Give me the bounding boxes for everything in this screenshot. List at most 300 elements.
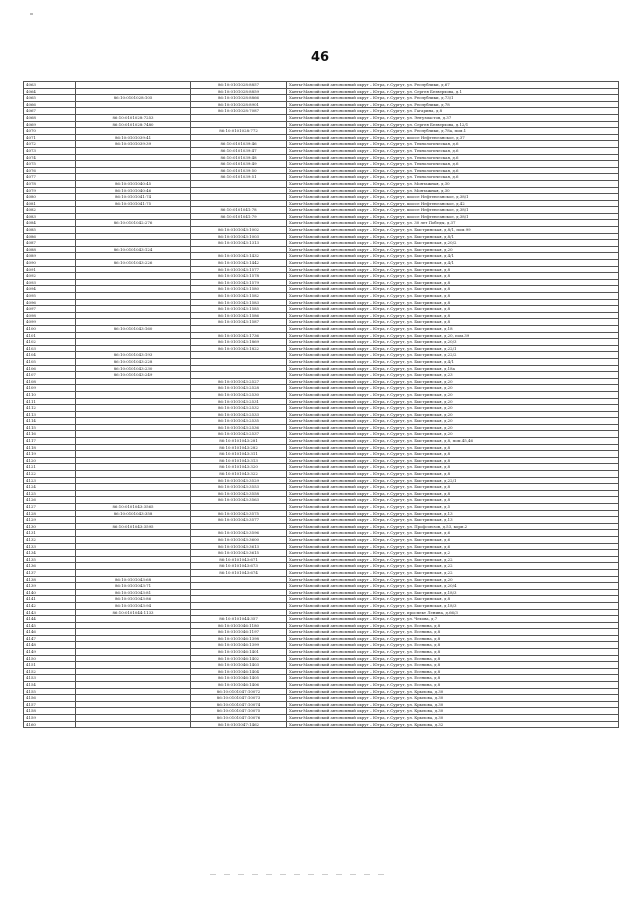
row-number-cell: 4116 xyxy=(24,431,76,438)
table-row xyxy=(24,101,619,108)
row-number-cell: 4121 xyxy=(24,464,76,471)
previous-cadastral-number-cell xyxy=(76,332,191,339)
table-row xyxy=(24,88,619,95)
cadastral-number-cell: 86:10:0101043:1432 xyxy=(191,253,287,260)
row-number-cell: 4102 xyxy=(24,339,76,346)
table-row xyxy=(24,253,619,260)
row-number-cell: 4145 xyxy=(24,622,76,629)
cadastral-number-cell xyxy=(191,220,287,227)
previous-cadastral-number-cell xyxy=(76,207,191,214)
previous-cadastral-number-cell xyxy=(76,227,191,234)
previous-cadastral-number-cell xyxy=(76,536,191,543)
cadastral-number-cell: 86:10:0101047:10075 xyxy=(191,708,287,715)
previous-cadastral-number-cell xyxy=(76,444,191,451)
address-cell: Ханты-Мансийский автономный округ – Югра, г.Сургут, ул. Быстринская, д.8 xyxy=(287,319,619,326)
table-row xyxy=(24,246,619,253)
cadastral-number-cell: 86:10:0101043:674 xyxy=(191,569,287,576)
row-number-cell: 4065 xyxy=(24,95,76,102)
row-number-cell: 4153 xyxy=(24,675,76,682)
cadastral-number-cell xyxy=(191,504,287,511)
row-number-cell: 4092 xyxy=(24,273,76,280)
address-cell: Ханты-Мансийский автономный округ – Югра, г.Сургут, шоссе Нефтеюганское, д.38/1 xyxy=(287,207,619,214)
previous-cadastral-number-cell xyxy=(76,431,191,438)
table-row xyxy=(24,477,619,484)
address-cell: Ханты-Мансийский автономный округ – Югра, г.Сургут, ул. Республики, д.67 xyxy=(287,82,619,89)
previous-cadastral-number-cell xyxy=(76,253,191,260)
previous-cadastral-number-cell xyxy=(76,154,191,161)
row-number-cell: 4156 xyxy=(24,695,76,702)
row-number-cell: 4133 xyxy=(24,543,76,550)
row-number-cell: 4126 xyxy=(24,497,76,504)
cadastral-number-cell: 86:10:0101043:3553 xyxy=(191,484,287,491)
cadastral-number-cell: 86:10:0101028:8859 xyxy=(191,88,287,95)
previous-cadastral-number-cell xyxy=(76,108,191,115)
previous-cadastral-number-cell xyxy=(76,240,191,247)
table-row xyxy=(24,490,619,497)
address-cell: Ханты-Мансийский автономный округ – Югра, г.Сургут, ул. Технологическая, д.6 xyxy=(287,174,619,181)
cadastral-number-cell: 86:10:0101046:1398 xyxy=(191,635,287,642)
row-number-cell: 4136 xyxy=(24,563,76,570)
cadastral-number-cell: 86:10:0101044:357 xyxy=(191,616,287,623)
table-row xyxy=(24,682,619,689)
cadastral-number-cell: 86:10:0101043:1002 xyxy=(191,227,287,234)
cadastral-number-cell: 86:10:0101043:282 xyxy=(191,444,287,451)
cadastral-number-cell: 86:10:0101043:3577 xyxy=(191,517,287,524)
table-row xyxy=(24,576,619,583)
row-number-cell: 4143 xyxy=(24,609,76,616)
cadastral-number-cell: 86:10:0101043:1442 xyxy=(191,260,287,267)
row-number-cell: 4083 xyxy=(24,213,76,220)
row-number-cell: 4084 xyxy=(24,220,76,227)
row-number-cell: 4128 xyxy=(24,510,76,517)
row-number-cell: 4072 xyxy=(24,141,76,148)
table-row xyxy=(24,398,619,405)
previous-cadastral-number-cell: 86:10:0101039:39 xyxy=(76,141,191,148)
previous-cadastral-number-cell xyxy=(76,438,191,445)
table-body xyxy=(24,82,619,728)
cadastral-number-cell: 86:10:0101046:1404 xyxy=(191,668,287,675)
previous-cadastral-number-cell xyxy=(76,161,191,168)
previous-cadastral-number-cell xyxy=(76,484,191,491)
address-cell: Ханты-Мансийский автономный округ – Югра, г.Сургут, ул. Монтажная, д.30 xyxy=(287,187,619,194)
previous-cadastral-number-cell: 86:10:0101043:358 xyxy=(76,510,191,517)
address-cell: Ханты-Мансийский автономный округ – Югра, г.Сургут, ул. Быстринская, д.20 xyxy=(287,411,619,418)
previous-cadastral-number-cell: 86:10:0101043:249 xyxy=(76,372,191,379)
address-cell: Ханты-Мансийский автономный округ – Югра, г.Сургут, ул. Гагарина, д.8 xyxy=(287,108,619,115)
address-cell: Ханты-Мансийский автономный округ – Югра, г.Сургут, ул. Быстринская, д.20/4 xyxy=(287,583,619,590)
previous-cadastral-number-cell: 86:10:0101043:160 xyxy=(76,325,191,332)
table-row xyxy=(24,220,619,227)
previous-cadastral-number-cell xyxy=(76,556,191,563)
cadastral-number-cell xyxy=(191,187,287,194)
table-row xyxy=(24,655,619,662)
row-number-cell: 4066 xyxy=(24,101,76,108)
address-cell: Ханты-Мансийский автономный округ – Югра, г.Сургут, ул. Есенина, д.8 xyxy=(287,642,619,649)
cadastral-number-cell: 86:10:0101043:1578 xyxy=(191,273,287,280)
previous-cadastral-number-cell xyxy=(76,708,191,715)
table-row xyxy=(24,319,619,326)
previous-cadastral-number-cell xyxy=(76,293,191,300)
address-cell: Ханты-Мансийский автономный округ – Югра, г.Сургут, ул. Крылова, д.32 xyxy=(287,721,619,728)
cadastral-number-cell: 86:10:0101041:79 xyxy=(191,213,287,220)
previous-cadastral-number-cell xyxy=(76,233,191,240)
cadastral-number-cell: 86:10:0101043:1587 xyxy=(191,319,287,326)
previous-cadastral-number-cell xyxy=(76,398,191,405)
address-cell: Ханты-Мансийский автономный округ – Югра, г.Сургут, ул. Технологическая, д.6 xyxy=(287,147,619,154)
previous-cadastral-number-cell xyxy=(76,688,191,695)
cadastral-register-table xyxy=(23,81,619,728)
row-number-cell: 4114 xyxy=(24,418,76,425)
address-cell: Ханты-Мансийский автономный округ – Югра, г.Сургут, ул. Быстринская, д.18а xyxy=(287,365,619,372)
address-cell: Ханты-Мансийский автономный округ – Югра, г.Сургут, ул. Технологическая, д.6 xyxy=(287,141,619,148)
previous-cadastral-number-cell xyxy=(76,88,191,95)
address-cell: Ханты-Мансийский автономный округ – Югра, г.Сургут, ул. Быстринская, д.18/3 xyxy=(287,602,619,609)
table-row xyxy=(24,543,619,550)
row-number-cell: 4091 xyxy=(24,266,76,273)
address-cell: Ханты-Мансийский автономный округ – Югра, г.Сургут, ул. Есенина, д.8 xyxy=(287,622,619,629)
row-number-cell: 4101 xyxy=(24,332,76,339)
previous-cadastral-number-cell: 86:10:0101044:1133 xyxy=(76,609,191,616)
address-cell: Ханты-Мансийский автономный округ – Югра, г.Сургут, ул. Есенина, д.8 xyxy=(287,662,619,669)
previous-cadastral-number-cell xyxy=(76,378,191,385)
row-number-cell: 4068 xyxy=(24,114,76,121)
cadastral-number-cell: 86:10:0101028:8901 xyxy=(191,101,287,108)
table-row xyxy=(24,589,619,596)
table-row xyxy=(24,642,619,649)
row-number-cell: 4123 xyxy=(24,477,76,484)
address-cell: Ханты-Мансийский автономный округ – Югра, г.Сургут, ул. Быстринская, д.23 xyxy=(287,372,619,379)
table-row xyxy=(24,385,619,392)
address-cell: Ханты-Мансийский автономный округ – Югра, г.Сургут, ул. Крылова, д.30 xyxy=(287,695,619,702)
table-row xyxy=(24,154,619,161)
table-row xyxy=(24,372,619,379)
address-cell: Ханты-Мансийский автономный округ – Югра, г.Сургут, ул. Сергея Безверхова, д.1 xyxy=(287,88,619,95)
address-cell: Ханты-Мансийский автономный округ – Югра, г.Сургут, ул. Быстринская, д.18 xyxy=(287,325,619,332)
previous-cadastral-number-cell xyxy=(76,167,191,174)
previous-cadastral-number-cell xyxy=(76,517,191,524)
table-row xyxy=(24,266,619,273)
row-number-cell: 4067 xyxy=(24,108,76,115)
table-row xyxy=(24,563,619,570)
table-row xyxy=(24,352,619,359)
cadastral-number-cell: 86:10:0101039:49 xyxy=(191,161,287,168)
table-row xyxy=(24,662,619,669)
cadastral-number-cell: 86:10:0101039:50 xyxy=(191,167,287,174)
cadastral-number-cell xyxy=(191,583,287,590)
row-number-cell: 4096 xyxy=(24,299,76,306)
page-number: 46 xyxy=(310,50,330,65)
address-cell: Ханты-Мансийский автономный округ – Югра, г.Сургут, ул. Чехова, д.7 xyxy=(287,616,619,623)
cadastral-number-cell: 86:10:0101043:2530 xyxy=(191,391,287,398)
table-row xyxy=(24,358,619,365)
previous-cadastral-number-cell xyxy=(76,82,191,89)
address-cell: Ханты-Мансийский автономный округ – Югра, г.Сургут, ул. Быстринская, д.20 xyxy=(287,431,619,438)
address-cell: Ханты-Мансийский автономный округ – Югра, г.Сургут, ул. Быстринская, д.22 xyxy=(287,556,619,563)
cadastral-number-cell xyxy=(191,246,287,253)
cadastral-number-cell: 86:10:0101043:3558 xyxy=(191,490,287,497)
row-number-cell: 4088 xyxy=(24,246,76,253)
cadastral-number-cell: 86:10:0101043:1585 xyxy=(191,306,287,313)
previous-cadastral-number-cell xyxy=(76,649,191,656)
cadastral-number-cell: 86:10:0101043:2532 xyxy=(191,405,287,412)
row-number-cell: 4115 xyxy=(24,424,76,431)
previous-cadastral-number-cell xyxy=(76,675,191,682)
cadastral-number-cell: 86:10:0101043:1736 xyxy=(191,332,287,339)
table-row xyxy=(24,431,619,438)
address-cell: Ханты-Мансийский автономный округ – Югра, г.Сургут, ул. Быстринская, д.8 xyxy=(287,286,619,293)
address-cell: Ханты-Мансийский автономный округ – Югра, г.Сургут, ул. Быстринская, д.8 xyxy=(287,497,619,504)
address-cell: Ханты-Мансийский автономный округ – Югра, г.Сургут, ул. Монтажная, д.30 xyxy=(287,180,619,187)
address-cell: Ханты-Мансийский автономный округ – Югра, г.Сургут, ул. Крылова, д.30 xyxy=(287,701,619,708)
address-cell: Ханты-Мансийский автономный округ – Югра, г.Сургут, ул. Быстринская, д.20/2 xyxy=(287,240,619,247)
row-number-cell: 4080 xyxy=(24,194,76,201)
address-cell: Ханты-Мансийский автономный округ – Югра, г.Сургут, ул. Республики, д.78а, пом.1 xyxy=(287,128,619,135)
previous-cadastral-number-cell: 86:10:0101043:71 xyxy=(76,583,191,590)
previous-cadastral-number-cell xyxy=(76,530,191,537)
row-number-cell: 4108 xyxy=(24,378,76,385)
previous-cadastral-number-cell xyxy=(76,464,191,471)
previous-cadastral-number-cell xyxy=(76,721,191,728)
previous-cadastral-number-cell xyxy=(76,715,191,722)
address-cell: Ханты-Мансийский автономный округ – Югра, г.Сургут, ул. Быстринская, д.20 xyxy=(287,424,619,431)
table-row xyxy=(24,174,619,181)
previous-cadastral-number-cell: 86:10:0101041:75 xyxy=(76,200,191,207)
cadastral-number-cell xyxy=(191,358,287,365)
table-row xyxy=(24,517,619,524)
cadastral-number-cell: 86:10:0101046:1180 xyxy=(191,622,287,629)
table-row xyxy=(24,649,619,656)
scan-artifact-line xyxy=(210,874,390,875)
scan-speck xyxy=(30,13,33,15)
address-cell: Ханты-Мансийский автономный округ – Югра, г.Сургут, ул. Быстринская, д.22 xyxy=(287,569,619,576)
cadastral-number-cell xyxy=(191,352,287,359)
previous-cadastral-number-cell xyxy=(76,622,191,629)
row-number-cell: 4132 xyxy=(24,536,76,543)
row-number-cell: 4103 xyxy=(24,345,76,352)
address-cell: Ханты-Мансийский автономный округ – Югра, г.Сургут, ул. Быстринская, д.20 xyxy=(287,246,619,253)
previous-cadastral-number-cell: 86:10:0101043:124 xyxy=(76,246,191,253)
table-row xyxy=(24,378,619,385)
table-row xyxy=(24,523,619,530)
address-cell: Ханты-Мансийский автономный округ – Югра, г.Сургут, ул. Быстринская, д.20 xyxy=(287,385,619,392)
table-row xyxy=(24,279,619,286)
table-row xyxy=(24,227,619,234)
row-number-cell: 4130 xyxy=(24,523,76,530)
address-cell: Ханты-Мансийский автономный округ – Югра, г.Сургут, ул. Быстринская, д.8 xyxy=(287,484,619,491)
table-row xyxy=(24,293,619,300)
row-number-cell: 4160 xyxy=(24,721,76,728)
row-number-cell: 4098 xyxy=(24,312,76,319)
address-cell: Ханты-Мансийский автономный округ – Югра, г.Сургут, ул. Быстринская, д.22/1 xyxy=(287,345,619,352)
address-cell: Ханты-Мансийский автономный округ – Югра, г.Сургут, ул. Республики, д.73/1 xyxy=(287,95,619,102)
row-number-cell: 4069 xyxy=(24,121,76,128)
table-row xyxy=(24,134,619,141)
previous-cadastral-number-cell xyxy=(76,101,191,108)
cadastral-number-cell: 86:10:0101043:2537 xyxy=(191,431,287,438)
table-row xyxy=(24,708,619,715)
previous-cadastral-number-cell xyxy=(76,616,191,623)
row-number-cell: 4097 xyxy=(24,306,76,313)
previous-cadastral-number-cell: 86:10:0101043:68 xyxy=(76,576,191,583)
cadastral-number-cell: 86:10:0101043:3529 xyxy=(191,477,287,484)
cadastral-number-cell: 86:10:0101043:673 xyxy=(191,563,287,570)
cadastral-number-cell: 86:10:0101046:1406 xyxy=(191,682,287,689)
row-number-cell: 4063 xyxy=(24,82,76,89)
address-cell: Ханты-Мансийский автономный округ – Югра, г.Сургут, ул. Быстринская, д.8 xyxy=(287,471,619,478)
cadastral-number-cell: 86:10:0101039:46 xyxy=(191,141,287,148)
table-row xyxy=(24,200,619,207)
previous-cadastral-number-cell: 86:10:0101043:228 xyxy=(76,358,191,365)
cadastral-number-cell xyxy=(191,609,287,616)
table-row xyxy=(24,484,619,491)
previous-cadastral-number-cell: 86:10:0101028:7253 xyxy=(76,114,191,121)
address-cell: Ханты-Мансийский автономный округ – Югра, г.Сургут, ул. Быстринская, д.8 xyxy=(287,266,619,273)
table-row xyxy=(24,233,619,240)
row-number-cell: 4113 xyxy=(24,411,76,418)
cadastral-number-cell xyxy=(191,121,287,128)
cadastral-number-cell: 86:10:0101046:1403 xyxy=(191,662,287,669)
previous-cadastral-number-cell xyxy=(76,266,191,273)
table-row xyxy=(24,167,619,174)
address-cell: Ханты-Мансийский автономный округ – Югра, г.Сургут, ул. Быстринская, д.8 xyxy=(287,444,619,451)
row-number-cell: 4122 xyxy=(24,471,76,478)
table-row xyxy=(24,701,619,708)
row-number-cell: 4135 xyxy=(24,556,76,563)
address-cell: Ханты-Мансийский автономный округ – Югра, г.Сургут, ул. Быстринская, д.20 xyxy=(287,576,619,583)
table-row xyxy=(24,332,619,339)
cadastral-number-cell: 86:10:0101043:1577 xyxy=(191,266,287,273)
table-row xyxy=(24,114,619,121)
previous-cadastral-number-cell xyxy=(76,563,191,570)
cadastral-number-cell: 86:10:0101043:2527 xyxy=(191,378,287,385)
row-number-cell: 4105 xyxy=(24,358,76,365)
address-cell: Ханты-Мансийский автономный округ – Югра, г.Сургут, ул. Быстринская, д.6 xyxy=(287,543,619,550)
cadastral-number-cell: 86:10:0101043:3600 xyxy=(191,536,287,543)
table-row xyxy=(24,536,619,543)
row-number-cell: 4109 xyxy=(24,385,76,392)
table-row xyxy=(24,530,619,537)
address-cell: Ханты-Мансийский автономный округ – Югра, г.Сургут, ул. Быстринская, д.2 xyxy=(287,550,619,557)
cadastral-number-cell: 86:10:0101028:772 xyxy=(191,128,287,135)
cadastral-number-cell xyxy=(191,134,287,141)
row-number-cell: 4120 xyxy=(24,457,76,464)
previous-cadastral-number-cell: 86:10:0101039:41 xyxy=(76,134,191,141)
row-number-cell: 4134 xyxy=(24,550,76,557)
previous-cadastral-number-cell xyxy=(76,273,191,280)
cadastral-number-cell: 86:10:0101047:10076 xyxy=(191,715,287,722)
row-number-cell: 4104 xyxy=(24,352,76,359)
cadastral-number-cell: 86:10:0101043:2531 xyxy=(191,398,287,405)
cadastral-number-cell: 86:10:0101047:10073 xyxy=(191,695,287,702)
cadastral-number-cell: 86:10:0101043:1003 xyxy=(191,233,287,240)
previous-cadastral-number-cell xyxy=(76,424,191,431)
table-row xyxy=(24,688,619,695)
previous-cadastral-number-cell xyxy=(76,411,191,418)
table-row xyxy=(24,510,619,517)
address-cell: Ханты-Мансийский автономный округ – Югра, г.Сургут, ул. Быстринская, д.8 xyxy=(287,451,619,458)
row-number-cell: 4089 xyxy=(24,253,76,260)
address-cell: Ханты-Мансийский автономный округ – Югра, г.Сургут, ул. Быстринская, д.18/3 xyxy=(287,589,619,596)
cadastral-number-cell: 86:10:0101043:313 xyxy=(191,457,287,464)
cadastral-number-cell xyxy=(191,523,287,530)
previous-cadastral-number-cell xyxy=(76,147,191,154)
table-row xyxy=(24,457,619,464)
cadastral-number-cell: 86:10:0101043:1822 xyxy=(191,345,287,352)
address-cell: Ханты-Мансийский автономный округ – Югра, г.Сургут, ул. Быстринская, д.8 xyxy=(287,273,619,280)
table-row xyxy=(24,147,619,154)
cadastral-number-cell: 86:10:0101043:1869 xyxy=(191,339,287,346)
address-cell: Ханты-Мансийский автономный округ – Югра, г.Сургут, ул. Быстринская, д.13 xyxy=(287,510,619,517)
table-row xyxy=(24,602,619,609)
row-number-cell: 4150 xyxy=(24,655,76,662)
table-row xyxy=(24,596,619,603)
address-cell: Ханты-Мансийский автономный округ – Югра, г.Сургут, ул. Крылова, д.30 xyxy=(287,708,619,715)
cadastral-number-cell xyxy=(191,372,287,379)
cadastral-number-cell: 86:10:0101046:1401 xyxy=(191,649,287,656)
row-number-cell: 4112 xyxy=(24,405,76,412)
address-cell: Ханты-Мансийский автономный округ – Югра, г.Сургут, ул. Быстринская, д.8 xyxy=(287,299,619,306)
row-number-cell: 4127 xyxy=(24,504,76,511)
previous-cadastral-number-cell xyxy=(76,642,191,649)
table-row xyxy=(24,675,619,682)
previous-cadastral-number-cell xyxy=(76,286,191,293)
table-row xyxy=(24,635,619,642)
previous-cadastral-number-cell xyxy=(76,299,191,306)
cadastral-number-cell: 86:10:0101028:7087 xyxy=(191,108,287,115)
table-row xyxy=(24,411,619,418)
previous-cadastral-number-cell xyxy=(76,477,191,484)
cadastral-number-cell: 86:10:0101039:47 xyxy=(191,147,287,154)
address-cell: Ханты-Мансийский автономный округ – Югра, г.Сургут, ул. Быстринская, д.13 xyxy=(287,517,619,524)
cadastral-number-cell: 86:10:0101046:1402 xyxy=(191,655,287,662)
row-number-cell: 4085 xyxy=(24,227,76,234)
table-row xyxy=(24,391,619,398)
row-number-cell: 4064 xyxy=(24,88,76,95)
address-cell: Ханты-Мансийский автономный округ – Югра, г.Сургут, ул. Быстринская, д.8 xyxy=(287,490,619,497)
address-cell: Ханты-Мансийский автономный округ – Югра, г.Сургут, ул. Быстринская, д.6 xyxy=(287,536,619,543)
cadastral-number-cell: 86:10:0101028:8857 xyxy=(191,82,287,89)
table-row xyxy=(24,260,619,267)
previous-cadastral-number-cell: 86:10:0101040:45 xyxy=(76,180,191,187)
table-row xyxy=(24,121,619,128)
row-number-cell: 4147 xyxy=(24,635,76,642)
cadastral-number-cell: 86:10:0101043:2533 xyxy=(191,411,287,418)
row-number-cell: 4152 xyxy=(24,668,76,675)
row-number-cell: 4099 xyxy=(24,319,76,326)
address-cell: Ханты-Мансийский автономный округ – Югра, г.Сургут, шоссе Нефтеюганское, д.42 xyxy=(287,200,619,207)
table-row xyxy=(24,299,619,306)
previous-cadastral-number-cell: 86:10:0101040:46 xyxy=(76,187,191,194)
row-number-cell: 4138 xyxy=(24,576,76,583)
row-number-cell: 4155 xyxy=(24,688,76,695)
table-row xyxy=(24,325,619,332)
table-row xyxy=(24,569,619,576)
previous-cadastral-number-cell xyxy=(76,490,191,497)
table-row xyxy=(24,622,619,629)
address-cell: Ханты-Мансийский автономный округ – Югра, г.Сургут, ул. Быстринская, д.22 xyxy=(287,563,619,570)
previous-cadastral-number-cell: 86:10:0101043:3565 xyxy=(76,504,191,511)
cadastral-number-cell xyxy=(191,325,287,332)
table-row xyxy=(24,629,619,636)
previous-cadastral-number-cell xyxy=(76,550,191,557)
row-number-cell: 4073 xyxy=(24,147,76,154)
row-number-cell: 4086 xyxy=(24,233,76,240)
address-cell: Ханты-Мансийский автономный округ – Югра, г.Сургут, ул. Есенина, д.8 xyxy=(287,682,619,689)
table-row xyxy=(24,286,619,293)
previous-cadastral-number-cell xyxy=(76,306,191,313)
row-number-cell: 4107 xyxy=(24,372,76,379)
cadastral-number-cell xyxy=(191,114,287,121)
